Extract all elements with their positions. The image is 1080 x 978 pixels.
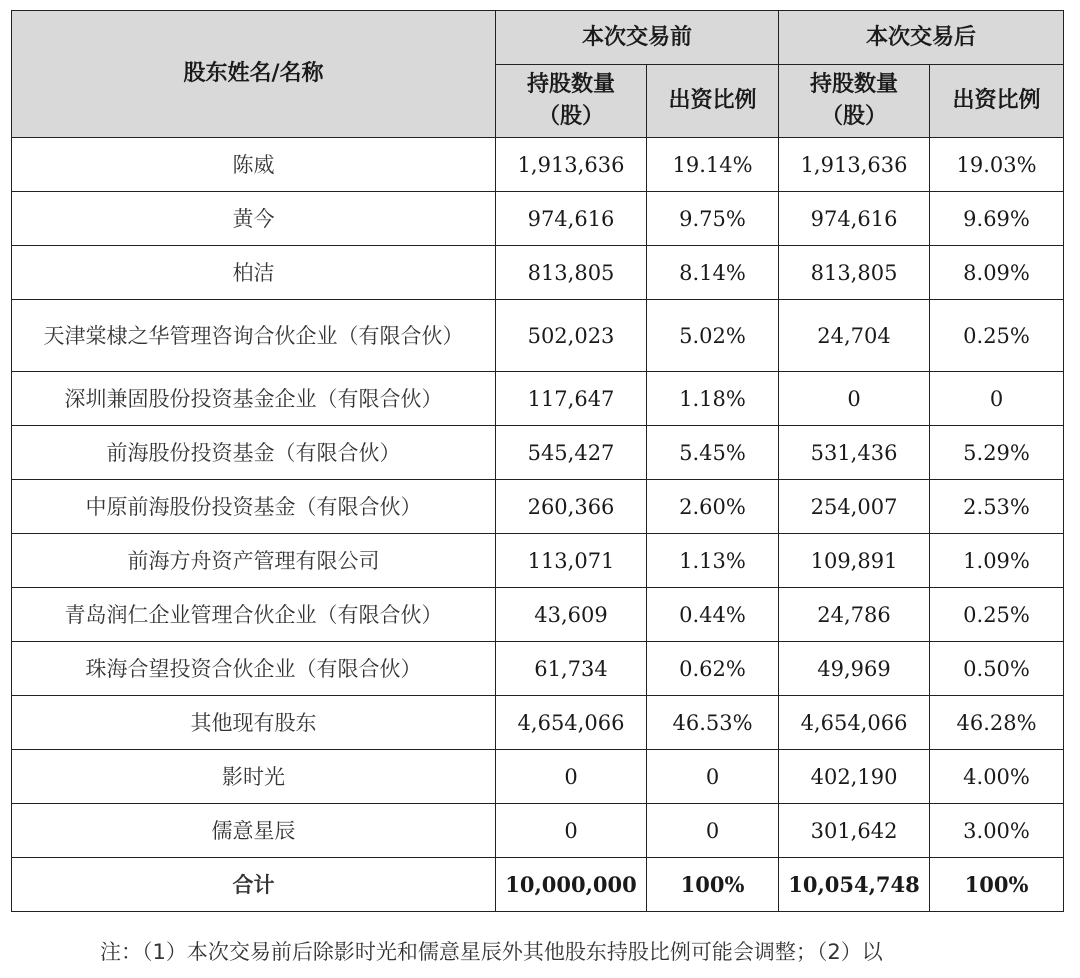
header-after-ratio: 出资比例: [930, 65, 1064, 138]
total-before-ratio: 100%: [647, 858, 779, 912]
before-shares: 113,071: [496, 534, 647, 588]
after-shares: 1,913,636: [779, 138, 930, 192]
after-shares: 109,891: [779, 534, 930, 588]
after-ratio: 1.09%: [930, 534, 1064, 588]
shareholder-name: 珠海合望投资合伙企业（有限合伙）: [12, 642, 496, 696]
after-ratio: 46.28%: [930, 696, 1064, 750]
total-after-shares: 10,054,748: [779, 858, 930, 912]
before-ratio: 2.60%: [647, 480, 779, 534]
before-shares: 0: [496, 750, 647, 804]
total-after-ratio: 100%: [930, 858, 1064, 912]
before-shares: 43,609: [496, 588, 647, 642]
table-row: [12, 138, 1064, 192]
after-ratio: 0.25%: [930, 588, 1064, 642]
table-row: [12, 750, 1064, 804]
after-shares: 24,786: [779, 588, 930, 642]
after-shares: 254,007: [779, 480, 930, 534]
before-ratio: 19.14%: [647, 138, 779, 192]
table-row: [12, 480, 1064, 534]
after-ratio: 19.03%: [930, 138, 1064, 192]
after-shares: 24,704: [779, 300, 930, 372]
shareholder-name: 柏洁: [12, 246, 496, 300]
after-shares: 813,805: [779, 246, 930, 300]
after-shares: 531,436: [779, 426, 930, 480]
footnote: 注：（1）本次交易前后除影时光和儒意星辰外其他股东持股比例可能会调整；（2）以: [100, 940, 883, 964]
before-ratio: 0: [647, 750, 779, 804]
after-ratio: 9.69%: [930, 192, 1064, 246]
after-shares: 0: [779, 372, 930, 426]
before-shares: 545,427: [496, 426, 647, 480]
total-row: [12, 858, 1064, 912]
before-ratio: 1.13%: [647, 534, 779, 588]
before-shares: 502,023: [496, 300, 647, 372]
total-label: 合计: [12, 858, 496, 912]
header-after-transaction: 本次交易后: [779, 11, 1064, 65]
shareholder-name: 黄今: [12, 192, 496, 246]
total-before-shares: 10,000,000: [496, 858, 647, 912]
before-ratio: 1.18%: [647, 372, 779, 426]
after-shares: 301,642: [779, 804, 930, 858]
before-shares: 974,616: [496, 192, 647, 246]
header-before-transaction: 本次交易前: [496, 11, 779, 65]
before-ratio: 9.75%: [647, 192, 779, 246]
before-shares: 813,805: [496, 246, 647, 300]
before-shares: 61,734: [496, 642, 647, 696]
before-ratio: 0.44%: [647, 588, 779, 642]
shareholding-table-container: [11, 10, 1064, 912]
after-ratio: 4.00%: [930, 750, 1064, 804]
after-shares: 974,616: [779, 192, 930, 246]
table-row: [12, 192, 1064, 246]
table-row: [12, 372, 1064, 426]
table-row: [12, 804, 1064, 858]
table-row: [12, 588, 1064, 642]
shareholder-name: 陈威: [12, 138, 496, 192]
table-row: [12, 642, 1064, 696]
shareholder-name: 影时光: [12, 750, 496, 804]
table-row: [12, 534, 1064, 588]
before-shares: 1,913,636: [496, 138, 647, 192]
before-shares: 117,647: [496, 372, 647, 426]
header-before-ratio: 出资比例: [647, 65, 779, 138]
before-shares: 260,366: [496, 480, 647, 534]
after-shares: 402,190: [779, 750, 930, 804]
after-ratio: 0.25%: [930, 300, 1064, 372]
after-ratio: 3.00%: [930, 804, 1064, 858]
after-ratio: 5.29%: [930, 426, 1064, 480]
shareholder-name: 儒意星辰: [12, 804, 496, 858]
after-shares: 4,654,066: [779, 696, 930, 750]
shareholder-name: 天津棠棣之华管理咨询合伙企业（有限合伙）: [12, 300, 496, 372]
shareholder-name: 中原前海股份投资基金（有限合伙）: [12, 480, 496, 534]
before-ratio: 46.53%: [647, 696, 779, 750]
table-row: [12, 246, 1064, 300]
header-shareholder-name: 股东姓名/名称: [12, 11, 496, 138]
header-after-shares: 持股数量 （股）: [779, 65, 930, 138]
after-ratio: 0: [930, 372, 1064, 426]
before-ratio: 5.02%: [647, 300, 779, 372]
shareholder-name: 前海方舟资产管理有限公司: [12, 534, 496, 588]
after-ratio: 8.09%: [930, 246, 1064, 300]
shareholder-name: 深圳兼固股份投资基金企业（有限合伙）: [12, 372, 496, 426]
after-ratio: 2.53%: [930, 480, 1064, 534]
table-row: [12, 300, 1064, 372]
shareholder-name: 青岛润仁企业管理合伙企业（有限合伙）: [12, 588, 496, 642]
table-row: [12, 696, 1064, 750]
before-ratio: 0.62%: [647, 642, 779, 696]
before-ratio: 5.45%: [647, 426, 779, 480]
header-before-shares: 持股数量 （股）: [496, 65, 647, 138]
table-row: [12, 426, 1064, 480]
after-shares: 49,969: [779, 642, 930, 696]
before-shares: 4,654,066: [496, 696, 647, 750]
shareholder-name: 前海股份投资基金（有限合伙）: [12, 426, 496, 480]
shareholding-table: [11, 10, 1064, 912]
before-ratio: 0: [647, 804, 779, 858]
after-ratio: 0.50%: [930, 642, 1064, 696]
before-ratio: 8.14%: [647, 246, 779, 300]
before-shares: 0: [496, 804, 647, 858]
shareholder-name: 其他现有股东: [12, 696, 496, 750]
